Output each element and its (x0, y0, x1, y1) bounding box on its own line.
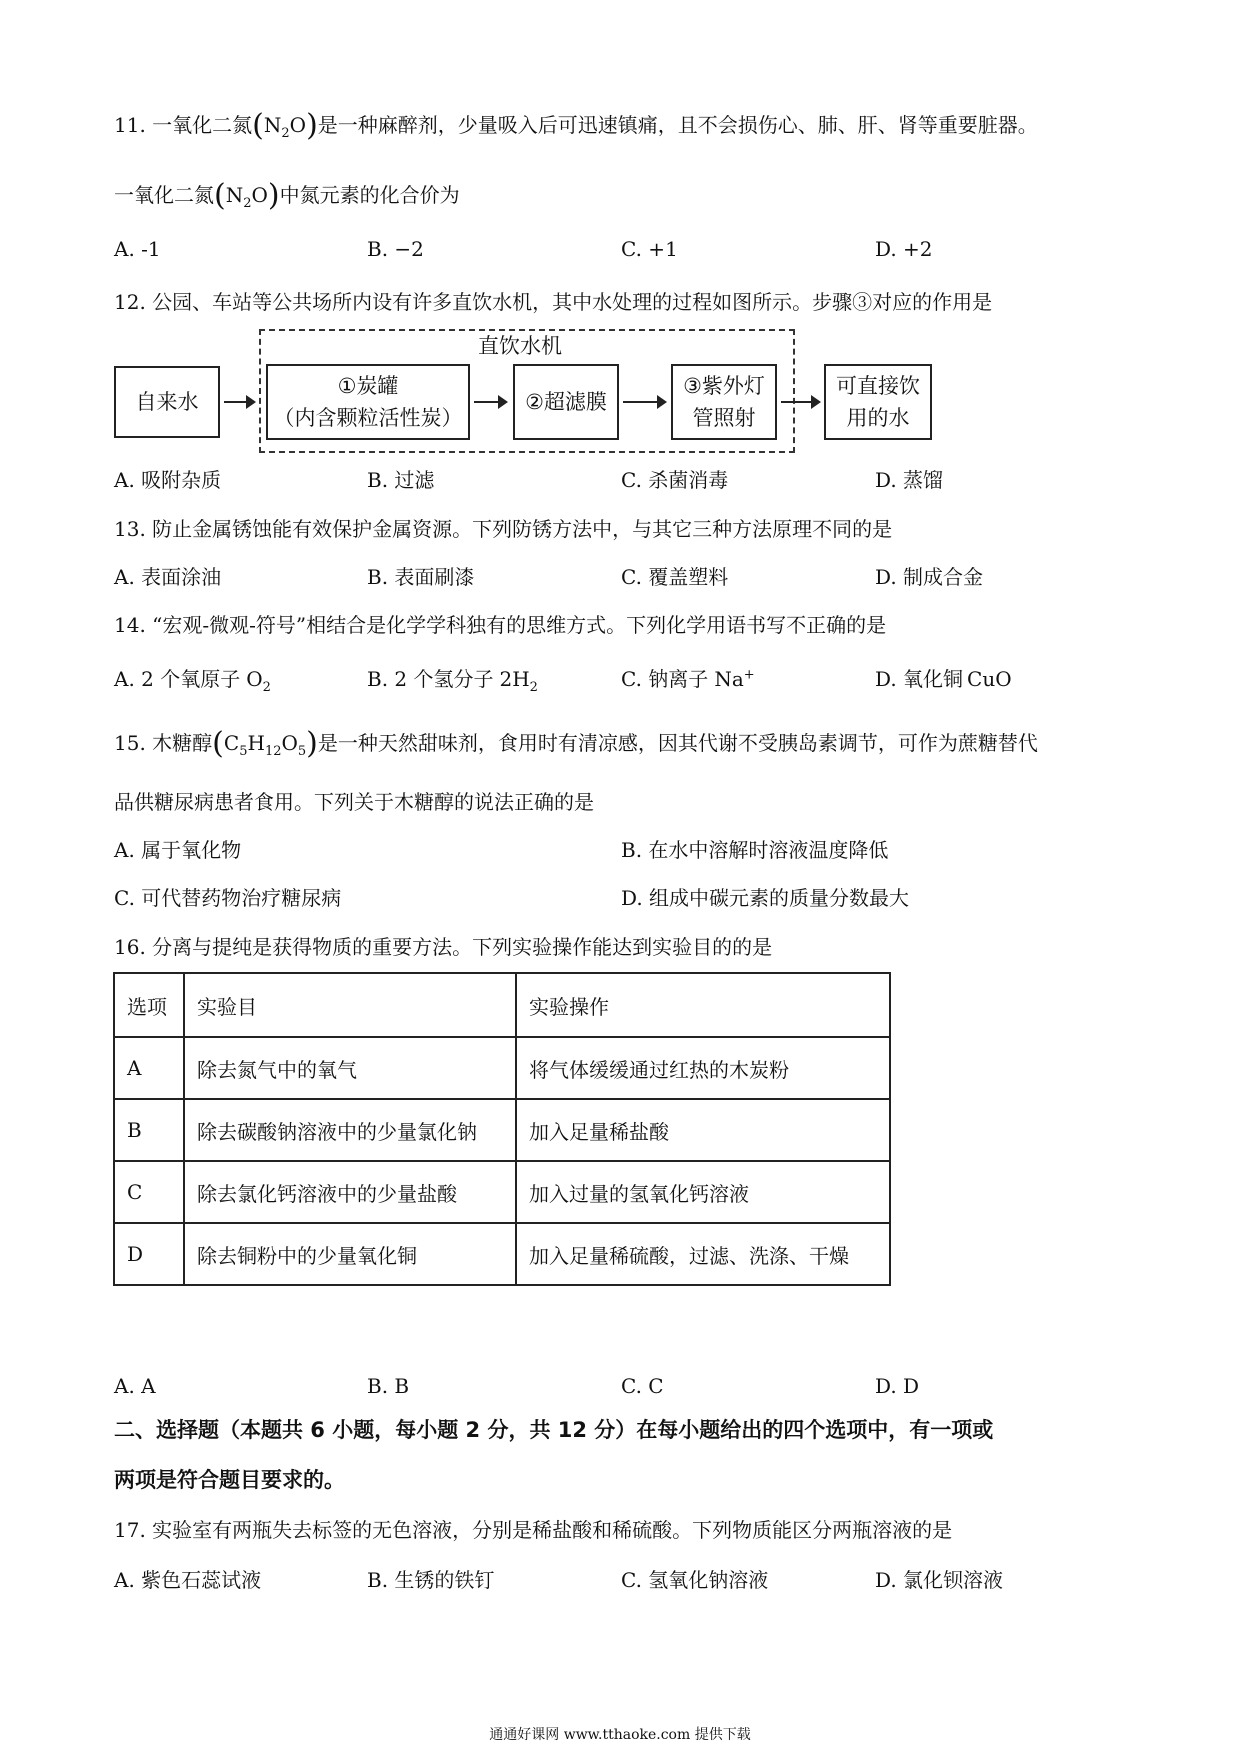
q12-option-b: B. 过滤 (367, 468, 435, 492)
table-row (114, 1037, 890, 1099)
output-line1: 可直接饮 (836, 374, 920, 398)
q16-option-b: B. B (367, 1374, 410, 1398)
step3-box (671, 364, 777, 440)
q12-text: 12. 公园、车站等公共场所内设有许多直饮水机，其中水处理的过程如图所示。步骤③对应的作用是 (114, 290, 993, 314)
q11-option-d: D. +2 (875, 237, 933, 261)
q13-option-d: D. 制成合金 (875, 565, 984, 589)
table-cell: 加入足量稀盐酸 (516, 1099, 890, 1161)
q13-option-b: B. 表面刷漆 (367, 565, 475, 589)
table-cell: D (114, 1223, 184, 1285)
q14-option-a-formula: $O_2$ (246, 667, 271, 695)
q14-option-c-label: C. 钠离子 (621, 667, 709, 691)
table-cell: 除去铜粉中的少量氧化铜 (184, 1223, 516, 1285)
q11-prefix: 11. 一氧化二氮 (114, 113, 253, 137)
q16-option-d: D. D (875, 1374, 920, 1398)
page-footer: 通通好课网 www.tthaoke.com 提供下载 (489, 1727, 751, 1743)
q13-text: 13. 防止金属锈蚀能有效保护金属资源。下列防锈方法中，与其它三种方法原理不同的是 (114, 517, 893, 541)
output-line2: 用的水 (846, 406, 910, 430)
arrow-3 (623, 401, 665, 403)
q14-option-d (875, 663, 1012, 692)
arrow-4 (781, 401, 819, 403)
q15-option-b: B. 在水中溶解时溶液温度降低 (621, 838, 889, 862)
q12-option-c: C. 杀菌消毒 (621, 468, 729, 492)
table-header-cell: 选项 (114, 973, 184, 1037)
q15-formula: $C_5H_{12}O_5$ (223, 731, 307, 759)
q15-line2: 品供糖尿病患者食用。下列关于木糖醇的说法正确的是 (114, 790, 594, 814)
q12-option-a: A. 吸附杂质 (114, 468, 222, 492)
table-header-cell: 实验目 (184, 973, 516, 1037)
q17-option-c: C. 氢氧化钠溶液 (621, 1568, 769, 1592)
q17-option-a: A. 紫色石蕊试液 (114, 1568, 262, 1592)
source-box (114, 366, 220, 438)
q17-option-d: D. 氯化钡溶液 (875, 1568, 1004, 1592)
q14-option-b-label: B. 2 个氢分子 (367, 667, 494, 691)
arrow-1 (224, 401, 254, 403)
section2-heading-line1: 二、选择题（本题共 6 小题，每小题 2 分，共 12 分）在每小题给出的四个选项中，有一项或 (114, 1418, 994, 1442)
section2-heading-line2: 两项是符合题目要求的。 (114, 1468, 345, 1492)
q15-line1: 15. 木糖醇$(C_5H_{12}O_5)$是一种天然甜味剂，食用时有清凉感，因其代谢不受胰岛素调节，可作为蔗糖替代 (114, 726, 1038, 761)
q11-line1: 11. 一氧化二氮$(N_2O)$是一种麻醉剂，少量吸入后可迅速镇痛，且不会损伤心、肺、肝、肾等重要脏器。 (114, 108, 1038, 143)
q14-option-d-formula: CuO (967, 667, 1012, 691)
table-cell: 将气体缓缓通过红热的木炭粉 (516, 1037, 890, 1099)
q12-option-d: D. 蒸馏 (875, 468, 944, 492)
machine-label: 直饮水机 (478, 334, 562, 358)
table-cell: 除去氯化钙溶液中的少量盐酸 (184, 1161, 516, 1223)
q15-option-d: D. 组成中碳元素的质量分数最大 (621, 886, 910, 910)
step3-line1: ③紫外灯 (683, 374, 765, 398)
q14-option-a (114, 663, 271, 695)
q14-option-b-formula: $2H_2$ (499, 667, 538, 695)
table-row (114, 1223, 890, 1285)
q11-option-c: C. +1 (621, 237, 678, 261)
step3-line2: 管照射 (692, 406, 756, 430)
q16-option-a: A. A (114, 1374, 156, 1398)
experiment-table (113, 972, 891, 1286)
q14-option-d-label: D. 氧化铜 (875, 667, 964, 691)
arrow-2 (474, 401, 506, 403)
table-cell: 除去碳酸钠溶液中的少量氯化钠 (184, 1099, 516, 1161)
q14-option-c (621, 663, 755, 692)
table-row (114, 1161, 890, 1223)
step1-line1: ①炭罐 (337, 374, 399, 398)
table-cell: A (114, 1037, 184, 1099)
table-cell: B (114, 1099, 184, 1161)
q11-option-a: A. -1 (114, 237, 161, 261)
q13-option-c: C. 覆盖塑料 (621, 565, 729, 589)
table-row (114, 1099, 890, 1161)
q16-option-c: C. C (621, 1374, 664, 1398)
table-header-row (114, 973, 890, 1037)
step1-line2: （内含颗粒活性炭） (273, 406, 463, 430)
q13-option-a: A. 表面涂油 (114, 565, 222, 589)
step2-label: ②超滤膜 (525, 390, 607, 414)
q17-option-b: B. 生锈的铁钉 (367, 1568, 495, 1592)
table-cell: C (114, 1161, 184, 1223)
q17-text: 17. 实验室有两瓶失去标签的无色溶液，分别是稀盐酸和稀硫酸。下列物质能区分两瓶溶液的是 (114, 1518, 953, 1542)
q14-option-b (367, 663, 538, 695)
output-box (824, 364, 932, 440)
q11-line2: 一氧化二氮$(N_2O)$中氮元素的化合价为 (114, 178, 460, 213)
table-header-cell: 实验操作 (516, 973, 890, 1037)
source-label: 自来水 (135, 390, 199, 414)
q15-text: 是一种天然甜味剂，食用时有清凉感，因其代谢不受胰岛素调节，可作为蔗糖替代 (317, 731, 1038, 755)
q14-option-a-label: A. 2 个氧原子 (114, 667, 241, 691)
q11-text: 是一种麻醉剂，少量吸入后可迅速镇痛，且不会损伤心、肺、肝、肾等重要脏器。 (317, 113, 1038, 137)
q11-formula-2: $N_2O$ (225, 183, 268, 211)
q15-option-a: A. 属于氧化物 (114, 838, 242, 862)
q14-option-c-formula: Na+ (714, 667, 755, 691)
q15-option-c: C. 可代替药物治疗糖尿病 (114, 886, 342, 910)
q11-line2-text: 中氮元素的化合价为 (279, 183, 460, 207)
q11-line2-prefix: 一氧化二氮 (114, 183, 214, 207)
table-cell: 加入过量的氢氧化钙溶液 (516, 1161, 890, 1223)
q16-text: 16. 分离与提纯是获得物质的重要方法。下列实验操作能达到实验目的的是 (114, 935, 773, 959)
q11-option-b: B. −2 (367, 237, 424, 261)
q11-formula: $N_2O$ (263, 113, 307, 141)
table-cell: 加入足量稀硫酸，过滤、洗涤、干燥 (516, 1223, 890, 1285)
q14-text: 14. “宏观-微观-符号”相结合是化学学科独有的思维方式。下列化学用语书写不正确的是 (114, 613, 887, 637)
step1-box (266, 364, 470, 440)
q15-prefix: 15. 木糖醇 (114, 731, 213, 755)
step2-box (513, 364, 619, 440)
table-cell: 除去氮气中的氧气 (184, 1037, 516, 1099)
